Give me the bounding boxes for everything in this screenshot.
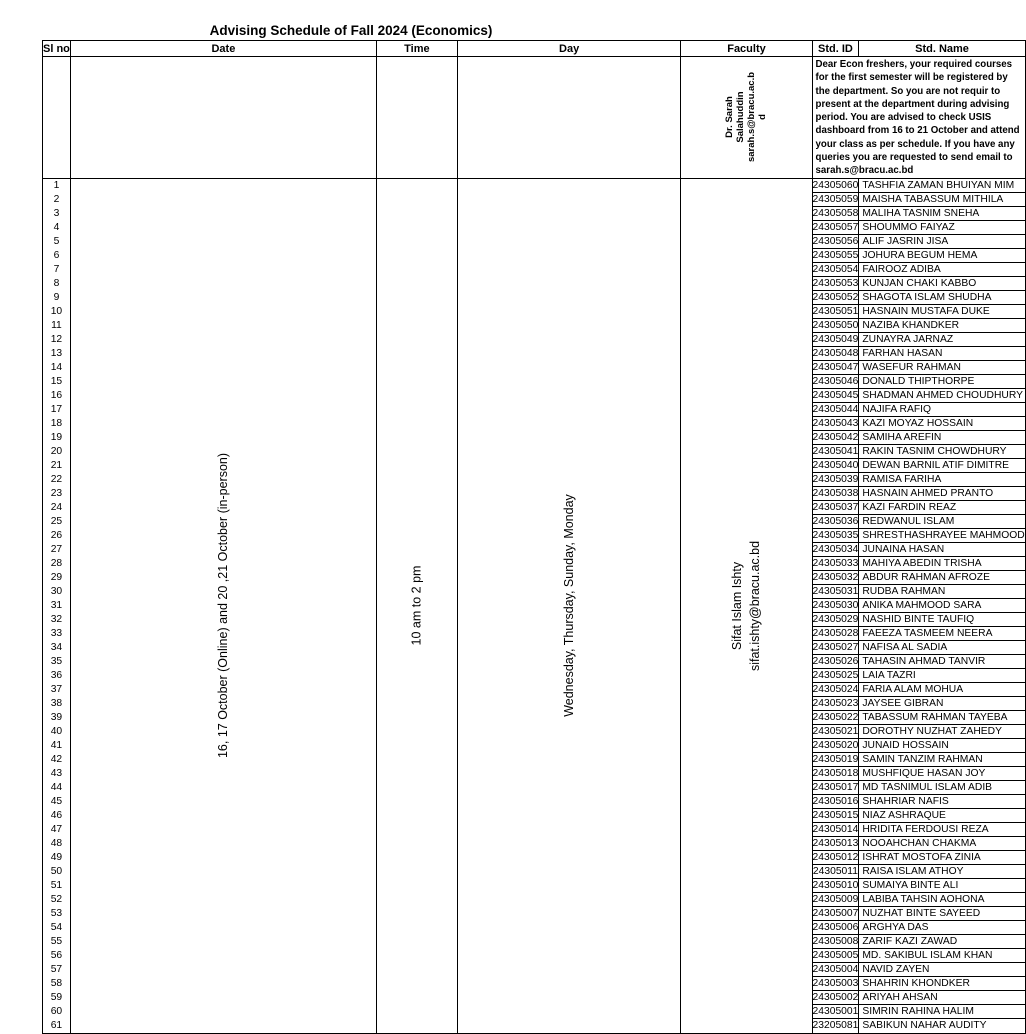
student-id: 24305008 [812,935,859,947]
notice-blank-day [457,57,681,179]
student-id: 23205081 [812,1020,859,1032]
student-name: SHRESTHASHRAYEE MAHMOOD [859,528,1025,542]
student-name: JUNAINA HASAN [859,542,1025,556]
student-slno: 14 [43,360,71,374]
student-name: DOROTHY NUZHAT ZAHEDY [859,724,1025,738]
student-name: SHADMAN AHMED CHOUDHURY [859,388,1025,402]
student-id: 24305043 [812,417,859,429]
student-name: ZARIF KAZI ZAWAD [859,934,1025,948]
student-slno: 31 [43,598,71,612]
student-id: 24305055 [812,249,859,261]
student-name: DEWAN BARNIL ATIF DIMITRE [859,458,1025,472]
student-id: 24305023 [812,697,859,709]
student-id: 24305031 [812,585,859,597]
student-id: 24305059 [812,193,859,205]
student-slno: 42 [43,752,71,766]
student-slno: 23 [43,486,71,500]
student-name: NUZHAT BINTE SAYEED [859,906,1025,920]
student-slno: 11 [43,318,71,332]
student-id: 24305056 [812,235,859,247]
student-id: 24305011 [812,865,858,877]
student-id: 24305052 [812,291,859,303]
student-name: SIMRIN RAHINA HALIM [859,1004,1025,1018]
student-id: 24305030 [812,599,859,611]
student-slno: 35 [43,654,71,668]
student-id: 24305005 [812,949,859,961]
student-slno: 58 [43,976,71,990]
student-name: MD. SAKIBUL ISLAM KHAN [859,948,1025,962]
student-slno: 49 [43,850,71,864]
notice-blank-slno [43,57,71,179]
student-name: NASHID BINTE TAUFIQ [859,612,1025,626]
student-name: ALIF JASRIN JISA [859,234,1025,248]
student-slno: 21 [43,458,71,472]
student-name: HRIDITA FERDOUSI REZA [859,822,1025,836]
student-id: 24305039 [812,473,859,485]
faculty-email: sifat.ishty@bracu.ac.bd [748,540,763,671]
student-slno: 10 [43,304,71,318]
student-id: 24305060 [812,179,859,191]
student-id: 24305032 [812,571,859,583]
student-slno: 40 [43,724,71,738]
schedule-day-cell [457,178,681,1033]
student-id: 24305003 [812,977,859,989]
student-id: 24305020 [812,739,859,751]
student-slno: 25 [43,514,71,528]
student-id: 24305017 [812,781,859,793]
student-slno: 1 [43,178,71,192]
student-name: RAISA ISLAM ATHOY [859,864,1025,878]
student-name: SHOUMMO FAIYAZ [859,220,1025,234]
student-slno: 57 [43,962,71,976]
student-name: SUMAIYA BINTE ALI [859,878,1025,892]
student-slno: 33 [43,626,71,640]
student-name: KUNJAN CHAKI KABBO [859,276,1025,290]
student-name: WASEFUR RAHMAN [859,360,1025,374]
student-id: 24305033 [812,557,859,569]
student-id: 24305007 [812,907,859,919]
student-name: MUSHFIQUE HASAN JOY [859,766,1025,780]
student-slno: 53 [43,906,71,920]
student-name: REDWANUL ISLAM [859,514,1025,528]
student-name: HASNAIN AHMED PRANTO [859,486,1025,500]
student-slno: 55 [43,934,71,948]
student-name: SAMIN TANZIM RAHMAN [859,752,1025,766]
student-id: 24305010 [812,879,859,891]
student-name: ISHRAT MOSTOFA ZINIA [859,850,1025,864]
student-name: NAVID ZAYEN [859,962,1025,976]
schedule-time: 10 am to 2 pm [409,565,424,646]
student-name: ZUNAYRA JARNAZ [859,332,1025,346]
student-id: 24305046 [812,375,859,387]
student-slno: 12 [43,332,71,346]
student-slno: 28 [43,556,71,570]
student-id: 24305041 [812,445,859,457]
student-slno: 27 [43,542,71,556]
notice-blank-date [70,57,376,179]
student-slno: 38 [43,696,71,710]
student-id: 24305036 [812,515,859,527]
student-id: 24305025 [812,669,859,681]
student-slno: 36 [43,668,71,682]
student-name: JOHURA BEGUM HEMA [859,248,1025,262]
advisor-notice-row [43,57,1026,179]
student-slno: 26 [43,528,71,542]
schedule-time-cell [376,178,457,1033]
advisor-name-line1: Dr. Sarah [724,96,736,139]
student-id: 24305051 [812,305,859,317]
student-id: 24305013 [812,837,859,849]
student-name: ARIYAH AHSAN [859,990,1025,1004]
student-name: ANIKA MAHMOOD SARA [859,598,1025,612]
student-name: JUNAID HOSSAIN [859,738,1025,752]
student-slno: 9 [43,290,71,304]
student-name: FAIROOZ ADIBA [859,262,1025,276]
student-slno: 48 [43,836,71,850]
student-slno: 60 [43,1004,71,1018]
student-id: 24305057 [812,221,859,233]
student-name: NIAZ ASHRAQUE [859,808,1025,822]
student-slno: 39 [43,710,71,724]
advisor-info [724,72,768,162]
student-name: TASHFIA ZAMAN BHUIYAN MIM [859,178,1025,192]
student-name: RUDBA RAHMAN [859,584,1025,598]
student-name: FAEEZA TASMEEM NEERA [859,626,1025,640]
student-id: 24305024 [812,683,859,695]
student-slno: 44 [43,780,71,794]
student-slno: 50 [43,864,71,878]
schedule-date: 16, 17 October (Online) and 20 ,21 October (in-person) [215,452,230,758]
student-id: 24305047 [812,361,859,373]
student-name: SAMIHA AREFIN [859,430,1025,444]
header-std-id: Std. ID [812,41,859,57]
faculty-name: Sifat Islam Ishty [730,561,745,650]
student-row [43,178,1026,192]
header-row [43,41,1026,57]
student-slno: 46 [43,808,71,822]
student-name: NAJIFA RAFIQ [859,402,1025,416]
student-id: 24305034 [812,543,859,555]
student-id: 24305038 [812,487,859,499]
student-slno: 22 [43,472,71,486]
student-name: FARHAN HASAN [859,346,1025,360]
student-name: LABIBA TAHSIN AOHONA [859,892,1025,906]
student-name: NAFISA AL SADIA [859,640,1025,654]
student-slno: 29 [43,570,71,584]
student-name: SHAGOTA ISLAM SHUDHA [859,290,1025,304]
student-name: ABDUR RAHMAN AFROZE [859,570,1025,584]
student-id: 24305049 [812,333,859,345]
student-name: DONALD THIPTHORPE [859,374,1025,388]
student-slno: 19 [43,430,71,444]
header-time: Time [376,41,457,57]
student-slno: 17 [43,402,71,416]
student-slno: 4 [43,220,71,234]
student-slno: 7 [43,262,71,276]
advisor-email-line2: d [757,114,769,121]
student-name: TAHASIN AHMAD TANVIR [859,654,1025,668]
header-slno: Sl no [43,42,70,55]
student-slno: 18 [43,416,71,430]
schedule-date-cell [70,178,376,1033]
student-slno: 2 [43,192,71,206]
student-id: 24305044 [812,403,859,415]
student-name: MAISHA TABASSUM MITHILA [859,192,1025,206]
student-name: MD TASNIMUL ISLAM ADIB [859,780,1025,794]
student-name: TABASSUM RAHMAN TAYEBA [859,710,1025,724]
student-name: NAZIBA KHANDKER [859,318,1025,332]
student-id: 24305045 [812,389,859,401]
student-id: 24305027 [812,641,859,653]
student-name: NOOAHCHAN CHAKMA [859,836,1025,850]
student-slno: 43 [43,766,71,780]
student-slno: 3 [43,206,71,220]
student-slno: 6 [43,248,71,262]
student-slno: 61 [43,1018,71,1033]
student-id: 24305015 [812,809,859,821]
student-slno: 41 [43,738,71,752]
student-slno: 47 [43,822,71,836]
student-name: RAMISA FARIHA [859,472,1025,486]
student-slno: 15 [43,374,71,388]
student-id: 24305029 [812,613,859,625]
student-id: 24305042 [812,431,859,443]
student-slno: 56 [43,948,71,962]
student-slno: 37 [43,682,71,696]
student-slno: 59 [43,990,71,1004]
student-slno: 13 [43,346,71,360]
schedule-faculty [728,541,764,671]
student-name: KAZI MOYAZ HOSSAIN [859,416,1025,430]
student-name: MALIHA TASNIM SNEHA [859,206,1025,220]
advisor-name-line2: Salahuddin [735,91,747,143]
student-slno: 52 [43,892,71,906]
student-id: 24305006 [812,921,859,933]
page-title: Advising Schedule of Fall 2024 (Economics) [209,23,493,38]
student-id: 24305019 [812,753,859,765]
student-id: 24305021 [812,725,859,737]
student-name: FARIA ALAM MOHUA [859,682,1025,696]
student-id: 24305018 [812,767,859,779]
advising-notice: Dear Econ freshers, your required courses for the first semester will be registered by the department. So you are not requir to present at the department during advising period. You are advised to check USIS dashboard from 16 to 21 October and attend your class as per schedule. If you have any queries you are requested to send email to sarah.s@bracu.ac.bd [812,57,1025,179]
student-id: 24305014 [812,823,859,835]
student-name: KAZI FARDIN REAZ [859,500,1025,514]
student-id: 24305002 [812,991,859,1003]
student-name: SHAHRIN KHONDKER [859,976,1025,990]
student-id: 24305050 [812,319,859,331]
student-name: SHAHRIAR NAFIS [859,794,1025,808]
student-name: ARGHYA DAS [859,920,1025,934]
student-id: 24305022 [812,711,859,723]
student-slno: 51 [43,878,71,892]
student-slno: 34 [43,640,71,654]
student-slno: 16 [43,388,71,402]
student-slno: 5 [43,234,71,248]
student-id: 24305037 [812,501,859,513]
student-name: JAYSEE GIBRAN [859,696,1025,710]
student-slno: 32 [43,612,71,626]
student-name: HASNAIN MUSTAFA DUKE [859,304,1025,318]
student-id: 24305028 [812,627,859,639]
student-id: 24305058 [812,207,859,219]
student-slno: 54 [43,920,71,934]
student-slno: 20 [43,444,71,458]
student-slno: 24 [43,500,71,514]
schedule-day: Wednesday, Thursday, Sunday, Monday [561,493,576,717]
header-day: Day [457,41,681,57]
student-id: 24305035 [812,529,859,541]
header-faculty: Faculty [681,41,812,57]
student-id: 24305048 [812,347,859,359]
student-name: MAHIYA ABEDIN TRISHA [859,556,1025,570]
student-id: 24305026 [812,655,859,667]
advisor-cell [681,57,812,179]
student-slno: 30 [43,584,71,598]
student-slno: 45 [43,794,71,808]
student-id: 24305053 [812,277,859,289]
student-id: 24305040 [812,459,859,471]
student-id: 24305016 [812,795,859,807]
advising-schedule-table [42,40,1026,1034]
student-slno: 8 [43,276,71,290]
student-id: 24305004 [812,963,859,975]
student-id: 24305054 [812,263,859,275]
student-name: LAIA TAZRI [859,668,1025,682]
student-name: SABIKUN NAHAR AUDITY [859,1018,1025,1033]
student-id: 24305012 [812,851,859,863]
header-date: Date [70,41,376,57]
advisor-email-line1: sarah.s@bracu.ac.b [746,72,758,163]
student-id: 24305001 [812,1005,859,1017]
header-std-name: Std. Name [859,41,1025,57]
schedule-faculty-cell [681,178,812,1033]
student-name: RAKIN TASNIM CHOWDHURY [859,444,1025,458]
notice-blank-time [376,57,457,179]
student-id: 24305009 [812,893,859,905]
